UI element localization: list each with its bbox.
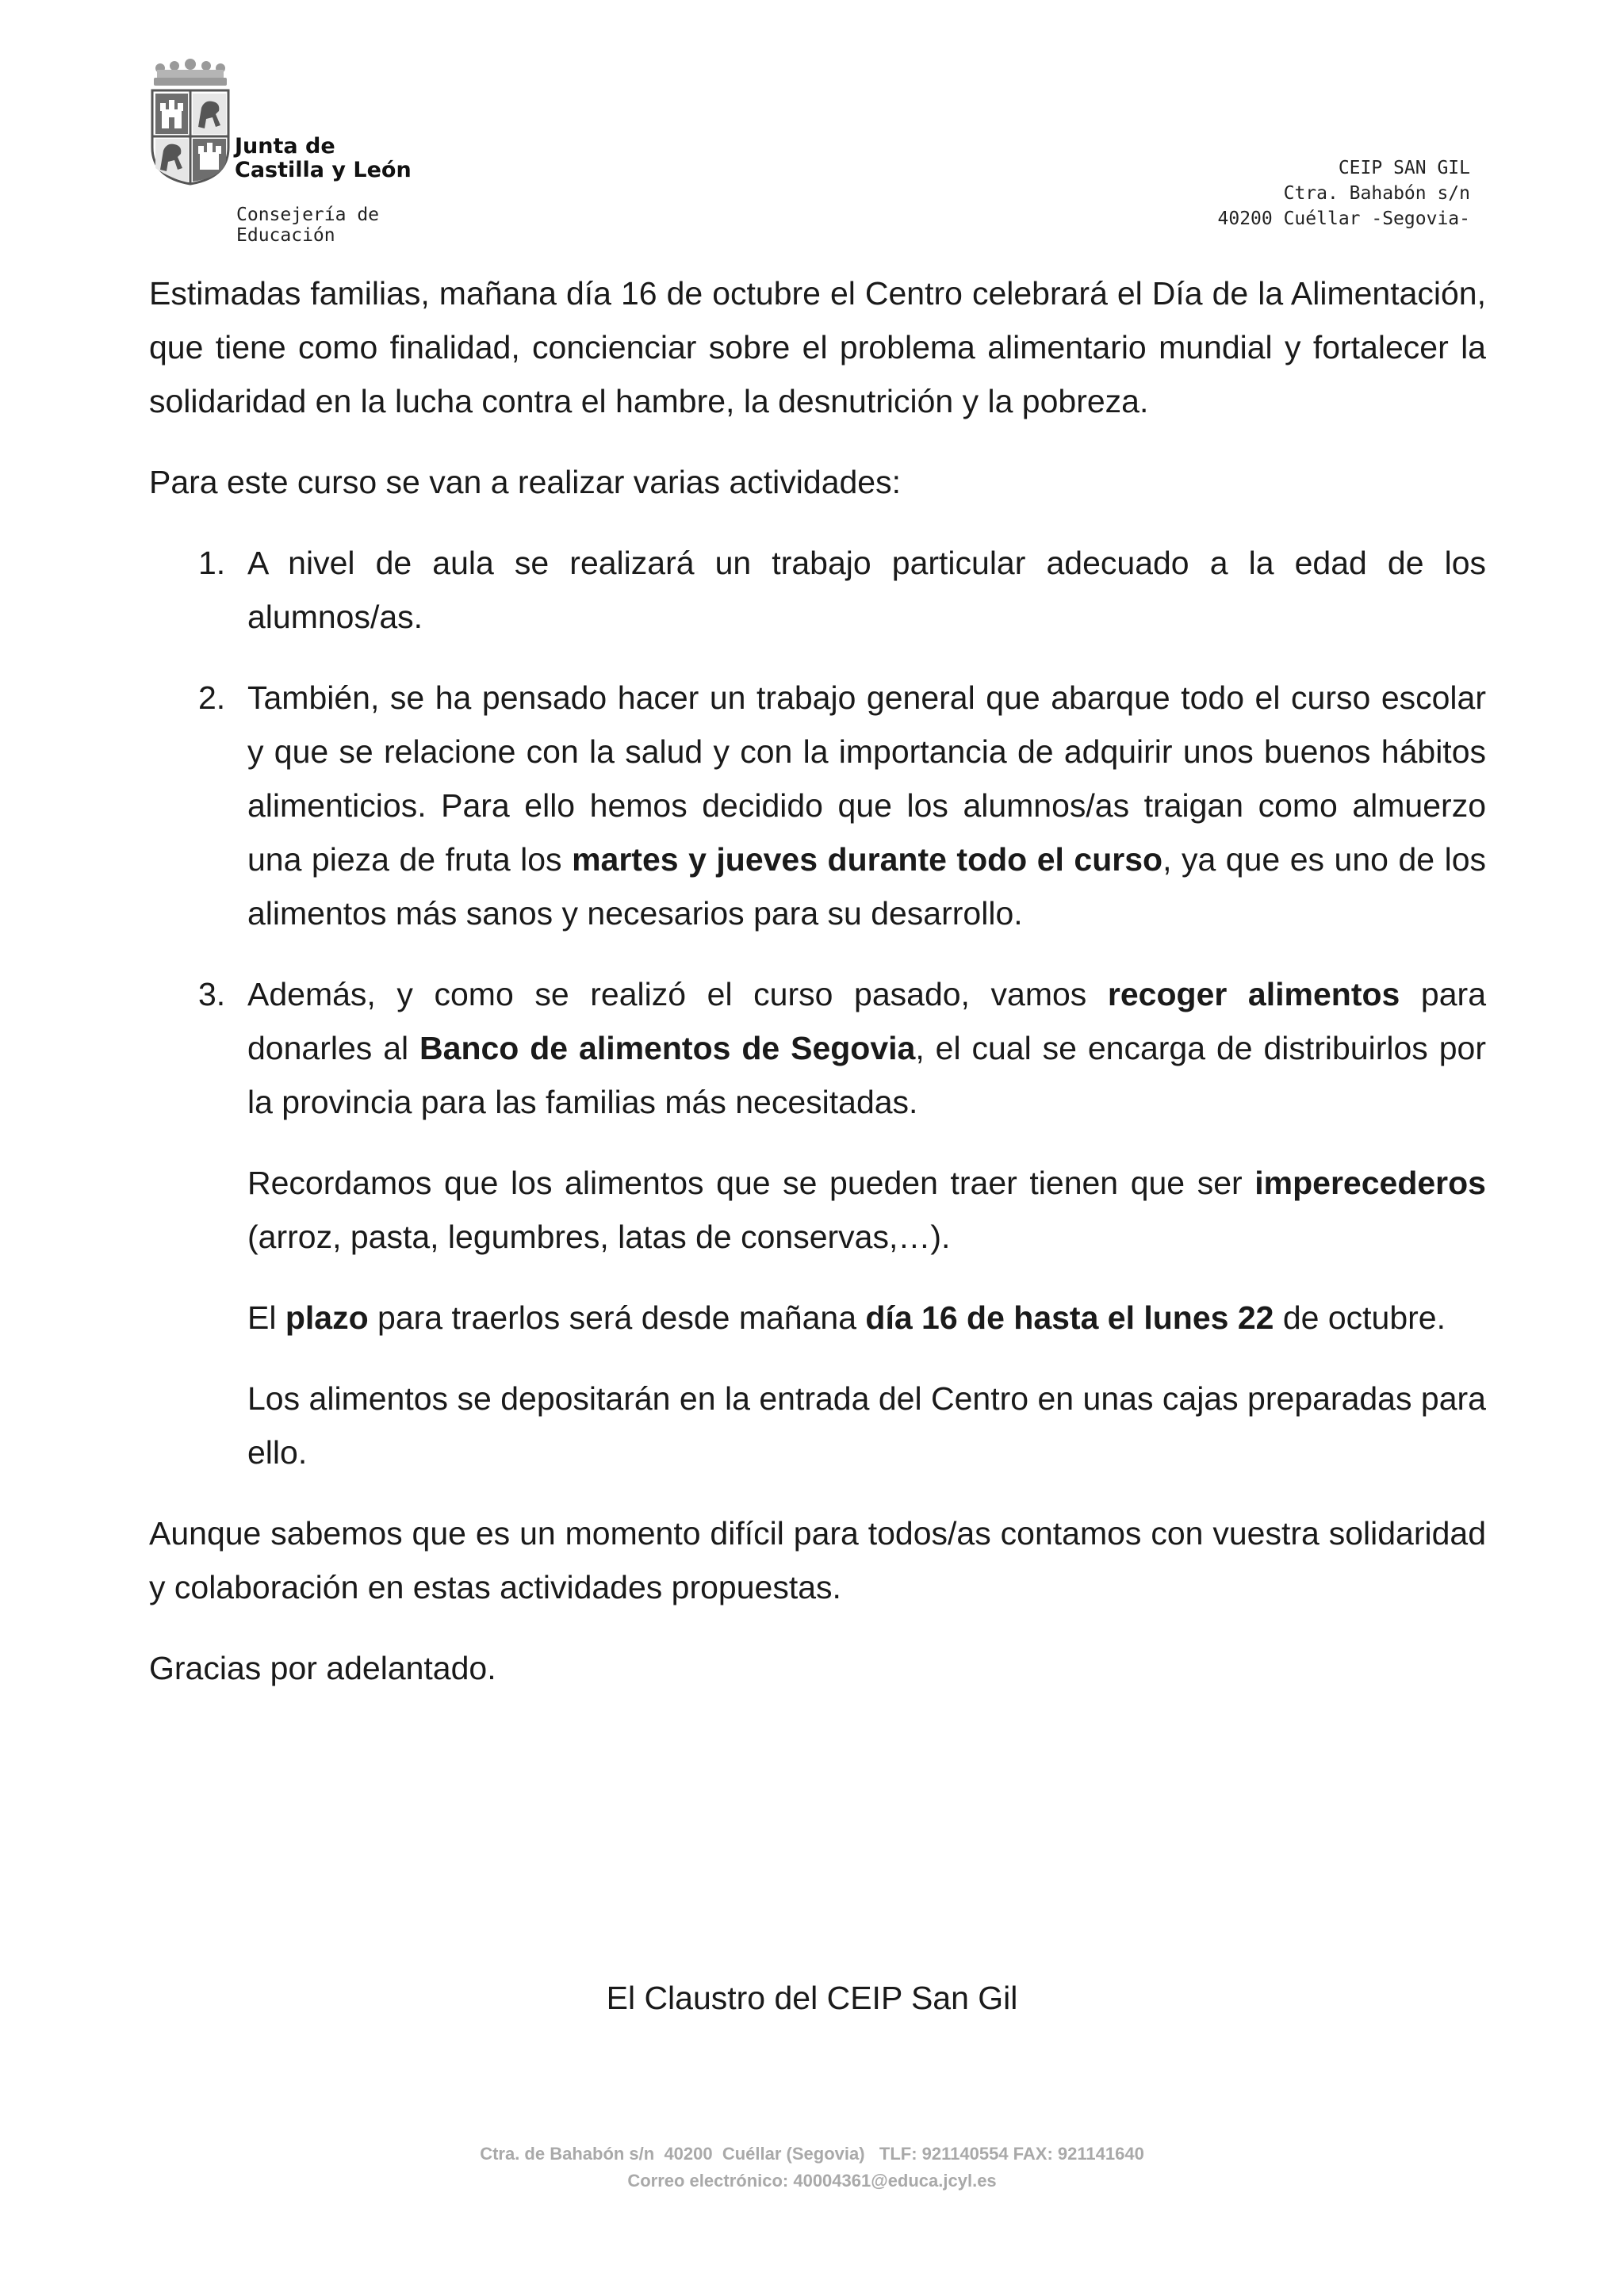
list-item — [149, 536, 1486, 644]
item-3-text-c: , el cual se encarga de distribuirlos por la provincia para las familias más necesitadas. — [247, 1030, 1486, 1120]
list-number: 2. — [198, 679, 226, 716]
item-2-text-b: , ya que es uno de los alimentos más sanos y necesarios para su desarrollo. — [247, 841, 1487, 932]
footer-address: Ctra. de Bahabón s/n 40200 Cuéllar (Segovia) TLF: 921140554 FAX: 921141640 — [480, 2144, 1144, 2164]
item-3-bold-plazo: plazo — [285, 1299, 369, 1336]
item-3-deadline-a: El — [247, 1299, 285, 1336]
item-1-text: A nivel de aula se realizará un trabajo particular adecuado a la edad de los alumnos/as. — [247, 545, 1486, 635]
page-footer — [0, 2141, 1624, 2195]
item-3-deadline-c: de octubre. — [1274, 1299, 1446, 1336]
list-item — [149, 671, 1486, 940]
item-3-text — [247, 967, 1486, 1129]
list-item — [149, 967, 1486, 1479]
item-3-reminder-b: (arroz, pasta, legumbres, latas de conservas,…). — [247, 1219, 951, 1255]
school-name: CEIP SAN GIL — [1338, 158, 1470, 178]
item-3-deadline — [247, 1291, 1486, 1345]
list-number: 1. — [198, 545, 226, 581]
intro-paragraph: Estimadas familias, mañana día 16 de octubre el Centro celebrará el Día de la Alimentación, que tiene como finalidad, concienciar sobre el problema alimentario mundial y fortalecer la solidaridad en la lucha contra el hambre, la desnutrición y la pobreza. — [149, 275, 1486, 419]
school-street: Ctra. Bahabón s/n — [1283, 183, 1470, 204]
item-2-text-a: También, se ha pensado hacer un trabajo general que abarque todo el curso escolar y que se relacione con la salud y con la importancia de adquirir unos buenos hábitos alimenticios. Para ello hemos decidido que los alumnos/as traigan como almuerzo una pieza de fruta los — [247, 679, 1486, 878]
item-3-bold-dates: día 16 de hasta el lunes 22 — [865, 1299, 1274, 1336]
item-3-text-a: Además, y como se realizó el curso pasado, vamos — [247, 976, 1108, 1012]
closing-paragraph: Aunque sabemos que es un momento difícil para todos/as contamos con vuestra solidaridad y colaboración en estas actividades propuestas. — [149, 1515, 1486, 1605]
logo-line-1: Junta de — [235, 134, 335, 159]
item-3-reminder — [247, 1156, 1486, 1264]
list-number: 3. — [198, 976, 226, 1012]
department-name: Consejería de Educación — [236, 205, 380, 246]
item-2-bold-days: martes y jueves durante todo el curso — [572, 841, 1163, 878]
letterhead-logo — [149, 59, 482, 246]
item-3-deadline-b: para traerlos será desde mañana — [368, 1299, 866, 1336]
thanks-line: Gracias por adelantado. — [149, 1650, 496, 1686]
school-address — [1218, 155, 1471, 232]
logo-wordmark — [235, 135, 412, 182]
coat-of-arms-icon — [149, 59, 232, 186]
signature: El Claustro del CEIP San Gil — [606, 1980, 1018, 2016]
footer-email: Correo electrónico: 40004361@educa.jcyl.es — [627, 2171, 997, 2191]
logo-line-2: Castilla y León — [235, 158, 412, 182]
item-3-bold-collect: recoger alimentos — [1107, 976, 1400, 1012]
item-3-deposit: Los alimentos se depositarán en la entrada del Centro en unas cajas preparadas para ello. — [247, 1380, 1486, 1471]
item-3-bold-imperishable: imperecederos — [1254, 1165, 1486, 1201]
activities-lead: Para este curso se van a realizar varias actividades: — [149, 464, 902, 500]
letter-body — [149, 266, 1486, 1722]
item-2-text — [247, 671, 1486, 940]
school-city: 40200 Cuéllar -Segovia- — [1217, 209, 1470, 229]
item-3-bold-food-bank: Banco de alimentos de Segovia — [419, 1030, 916, 1066]
activities-list — [149, 536, 1486, 1479]
item-3-reminder-a: Recordamos que los alimentos que se pueden traer tienen que ser — [247, 1165, 1255, 1201]
item-3-text-b: para donarles al — [247, 976, 1486, 1066]
